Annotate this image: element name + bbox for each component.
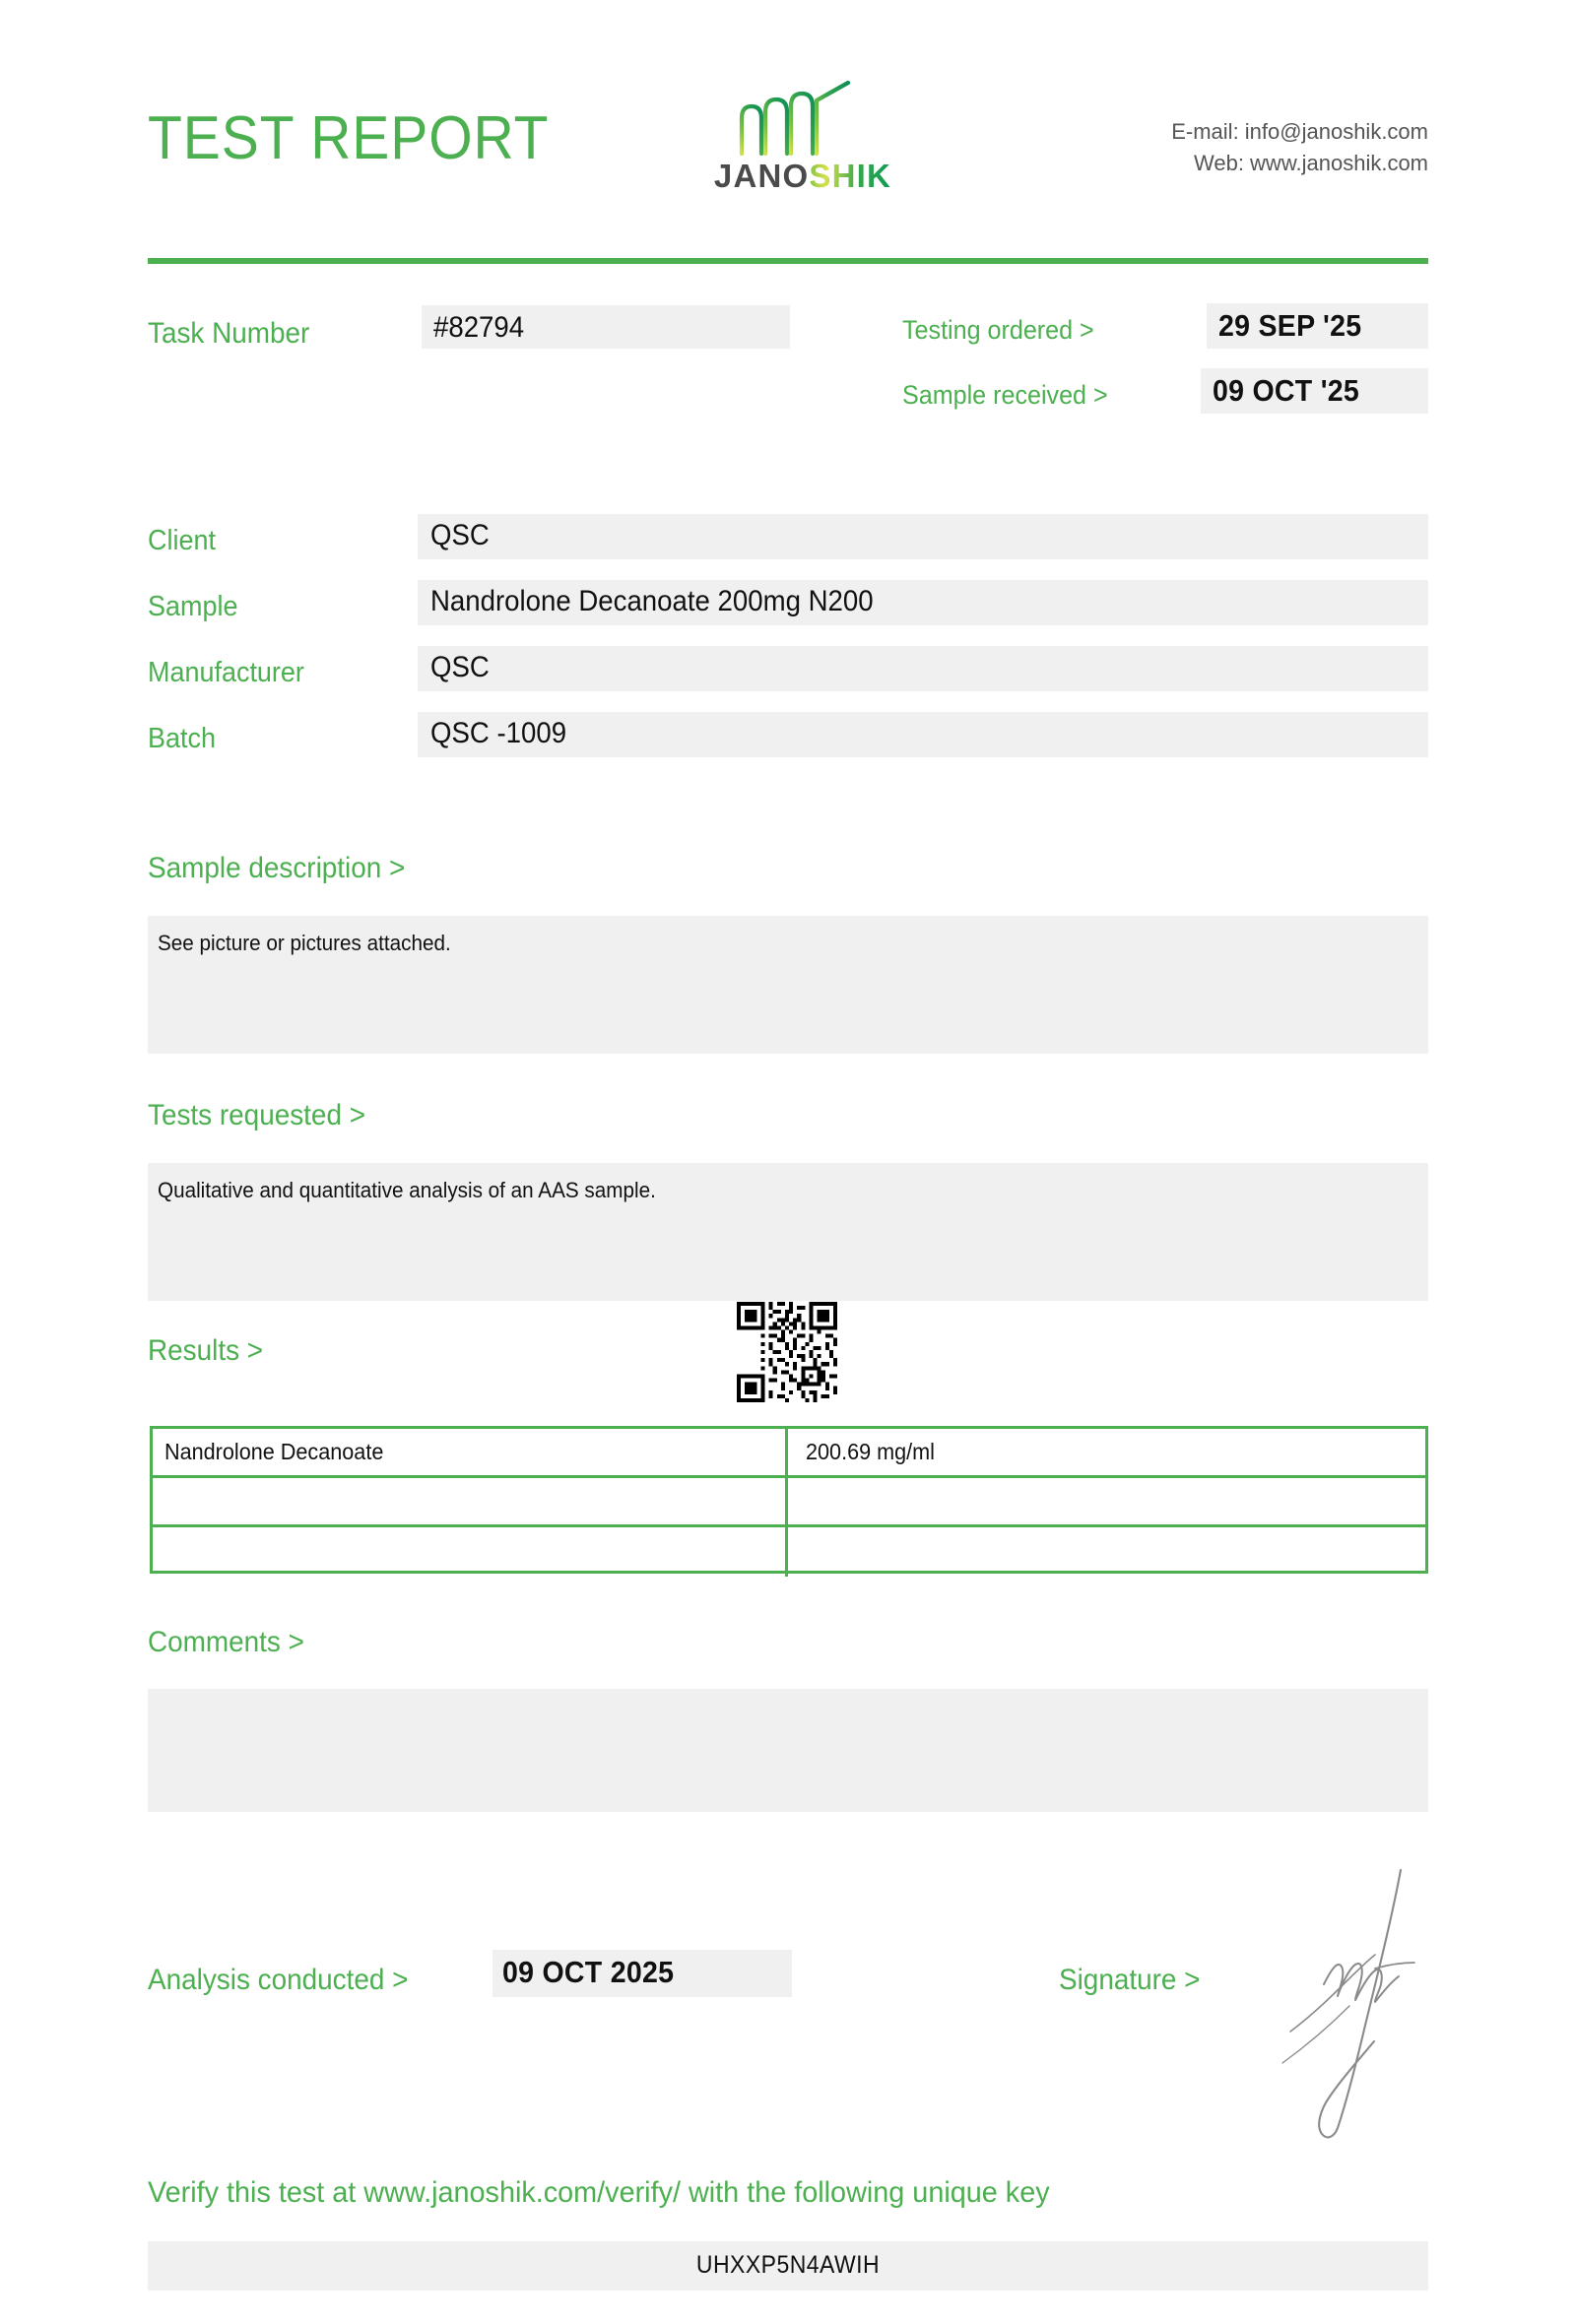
task-number-value: #82794 (433, 311, 525, 344)
client-label: Client (148, 525, 216, 556)
batch-value: QSC -1009 (430, 717, 567, 749)
page-title: TEST REPORT (148, 104, 550, 172)
tests-requested-text: Qualitative and quantitative analysis of an AAS sample. (158, 1178, 656, 1202)
brand-wordmark (694, 160, 911, 192)
signature-label: Signature > (1059, 1964, 1201, 1996)
testing-ordered-label: Testing ordered > (902, 315, 1094, 345)
results-heading: Results > (148, 1334, 264, 1367)
manufacturer-value: QSC (430, 651, 490, 683)
batch-field (418, 712, 1428, 757)
sample-description-heading: Sample description > (148, 852, 406, 884)
manufacturer-field (418, 646, 1428, 691)
table-row (153, 1527, 1425, 1577)
manufacturer-label: Manufacturer (148, 657, 304, 688)
client-value: QSC (430, 519, 490, 551)
testing-ordered-value: 29 SEP '25 (1218, 308, 1362, 343)
qr-code-icon (733, 1302, 841, 1402)
sample-value: Nandrolone Decanoate 200mg N200 (430, 585, 874, 617)
handwritten-signature-icon (1280, 1866, 1468, 2142)
comments-field (148, 1689, 1428, 1812)
brand-name-accent: SHIK (809, 158, 892, 194)
report-header (148, 79, 1428, 226)
batch-label: Batch (148, 723, 216, 754)
brand-logo (694, 79, 911, 212)
analyte-name: Nandrolone Decanoate (164, 1439, 384, 1464)
verify-instructions: Verify this test at www.janoshik.com/verify/ with the following unique key (148, 2176, 1050, 2209)
table-row (153, 1429, 1425, 1478)
table-cell-analyte (153, 1429, 788, 1475)
sample-received-value: 09 OCT '25 (1213, 373, 1360, 408)
contact-info (1171, 116, 1428, 179)
client-field (418, 514, 1428, 559)
contact-email: E-mail: info@janoshik.com (1171, 119, 1428, 144)
sample-label: Sample (148, 591, 238, 622)
sample-description-text: See picture or pictures attached. (158, 931, 451, 955)
contact-web: Web: www.janoshik.com (1193, 150, 1428, 175)
analysis-conducted-value: 09 OCT 2025 (502, 1955, 675, 1989)
tests-requested-heading: Tests requested > (148, 1099, 366, 1131)
results-table (150, 1426, 1428, 1574)
task-number-label: Task Number (148, 317, 310, 350)
table-cell-analyte (153, 1478, 788, 1524)
table-row (153, 1478, 1425, 1527)
janoshik-peaks-logo-icon (732, 79, 870, 158)
header-divider (148, 258, 1428, 264)
brand-name-dark: JANO (713, 158, 810, 194)
sample-received-label: Sample received > (902, 380, 1108, 410)
unique-key-value: UHXXP5N4AWIH (695, 2251, 881, 2279)
table-cell-analyte (153, 1527, 788, 1577)
table-cell-amount (788, 1527, 1425, 1577)
comments-heading: Comments > (148, 1626, 304, 1658)
table-cell-amount (788, 1478, 1425, 1524)
table-cell-amount (788, 1429, 1425, 1475)
analyte-amount: 200.69 mg/ml (806, 1439, 935, 1464)
analysis-conducted-label: Analysis conducted > (148, 1964, 409, 1996)
